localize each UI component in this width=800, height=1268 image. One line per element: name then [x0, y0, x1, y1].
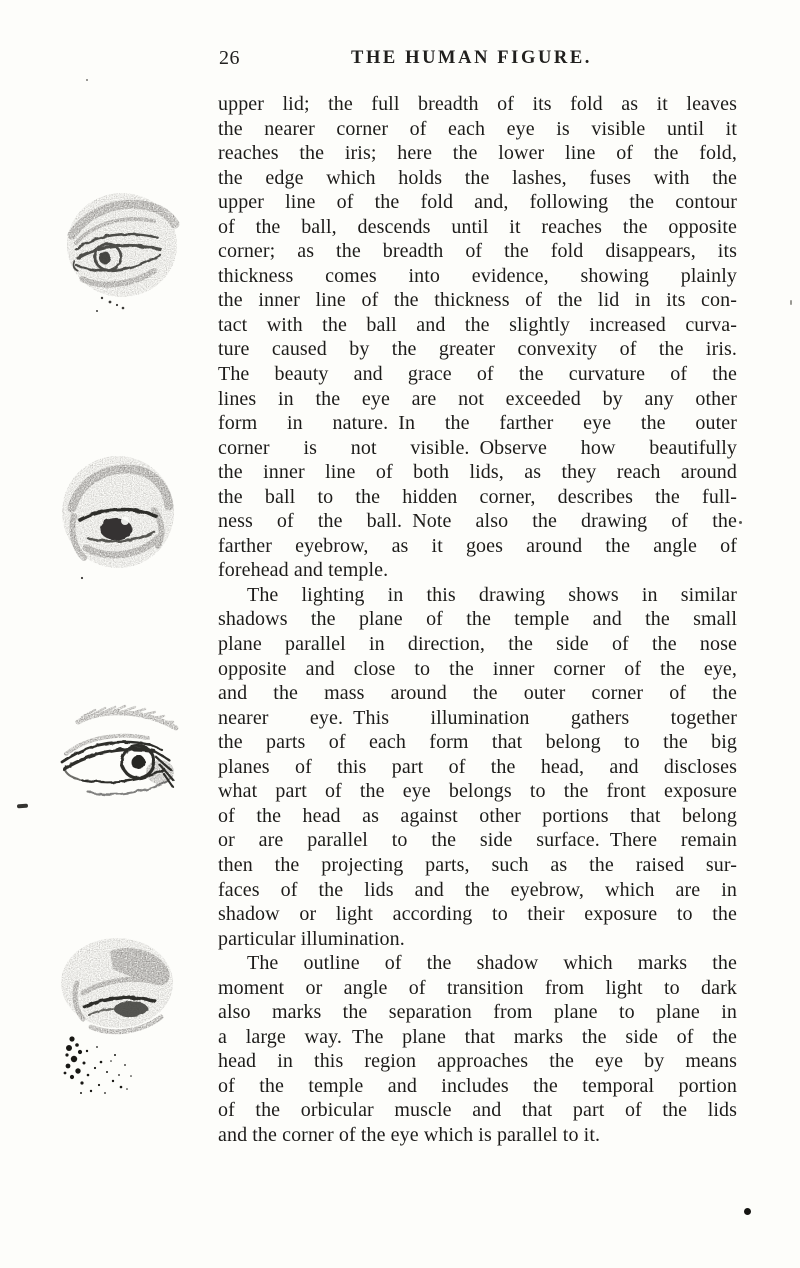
- text-line: the parts of each form that belong to the big: [218, 731, 737, 754]
- text-line: The lighting in this drawing shows in similar: [247, 583, 737, 606]
- text-line: the inner line of both lids, as they reach around: [218, 461, 737, 484]
- text-line: ness of the ball. Note also the drawing of the: [218, 510, 737, 533]
- eye-sketch-2: [58, 450, 180, 582]
- scan-dot: [744, 1208, 751, 1215]
- text-line: planes of this part of the head, and discloses: [218, 755, 737, 778]
- page-number: 26: [219, 47, 240, 69]
- text-line: what part of the eye belongs to the front exposure: [218, 780, 737, 803]
- text-line: and the mass around the outer corner of the: [218, 682, 737, 705]
- text-line: head in this region approaches the eye by means: [218, 1050, 737, 1073]
- text-line: and the corner of the eye which is parallel to it.: [218, 1123, 601, 1146]
- text-line: moment or angle of transition from light to dark: [218, 976, 737, 999]
- text-line: tact with the ball and the slightly increased curva-: [218, 313, 737, 336]
- margin-mark: [17, 804, 28, 809]
- scan-speck: [86, 79, 88, 81]
- page-title: THE HUMAN FIGURE.: [351, 48, 593, 68]
- eye-sketch-1: [62, 185, 185, 318]
- paragraph: [218, 951, 737, 1147]
- text-line: reaches the iris; here the lower line of the fold,: [218, 142, 737, 165]
- text-line: then the projecting parts, such as the raised sur-: [218, 853, 737, 876]
- text-line: opposite and close to the inner corner of the eye,: [218, 657, 737, 680]
- text-line: The outline of the shadow which marks the: [247, 952, 737, 975]
- eye-sketch-4: [55, 935, 185, 1100]
- ink-spatter: [64, 1036, 132, 1094]
- text-line: faces of the lids and the eyebrow, which are in: [218, 878, 737, 901]
- text-line: plane parallel in direction, the side of the nose: [218, 633, 737, 656]
- text-line: forehead and temple.: [218, 559, 389, 582]
- text-line: a large way. The plane that marks the side of the: [218, 1025, 737, 1048]
- text-line: the ball to the hidden corner, describes the full-: [218, 485, 737, 508]
- text-line: of the orbicular muscle and that part of the lids: [218, 1099, 737, 1122]
- text-line: farther eyebrow, as it goes around the angle of: [218, 534, 737, 557]
- text-line: the inner line of the thickness of the lid in its con-: [218, 289, 737, 312]
- text-line: The beauty and grace of the curvature of the: [218, 363, 737, 386]
- text-line: of the temple and includes the temporal portion: [218, 1074, 737, 1097]
- scan-speck: [790, 300, 792, 305]
- text-line: form in nature. In the farther eye the outer: [218, 412, 737, 435]
- paragraph: [218, 92, 737, 583]
- text-line: lines in the eye are not exceeded by any other: [218, 387, 737, 410]
- text-line: shadows the plane of the temple and the small: [218, 608, 737, 631]
- text-line: the nearer corner of each eye is visible until it: [218, 117, 737, 140]
- text-line: corner is not visible. Observe how beautifully: [218, 436, 737, 459]
- eye-sketch-3: [52, 692, 190, 816]
- text-line: upper lid; the full breadth of its fold as it leaves: [218, 93, 737, 115]
- text-line: corner; as the breadth of the fold disappears, its: [218, 240, 737, 263]
- text-line: nearer eye. This illumination gathers together: [218, 706, 737, 729]
- text-line: particular illumination.: [218, 927, 405, 950]
- scan-speck: [739, 521, 742, 524]
- text-line: the edge which holds the lashes, fuses with the: [218, 166, 737, 189]
- paragraph: [218, 583, 737, 951]
- page-header: [0, 47, 800, 73]
- text-line: of the ball, descends until it reaches the opposite: [218, 215, 737, 238]
- text-line: also marks the separation from plane to plane in: [218, 1001, 737, 1024]
- text-line: upper line of the fold and, following the contour: [218, 191, 737, 214]
- text-line: ture caused by the greater convexity of the iris.: [218, 338, 737, 361]
- text-line: of the head as against other portions that belong: [218, 804, 737, 827]
- text-line: thickness comes into evidence, showing plainly: [218, 264, 737, 287]
- text-line: shadow or light according to their exposure to the: [218, 903, 737, 926]
- text-column: [218, 92, 737, 1148]
- text-line: or are parallel to the side surface. There remain: [218, 829, 737, 852]
